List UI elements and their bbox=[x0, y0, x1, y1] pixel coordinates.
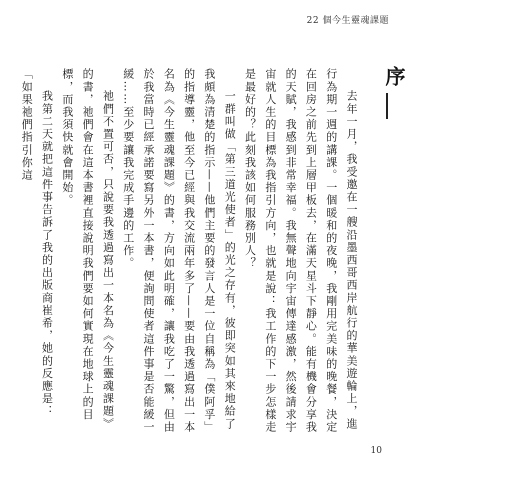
paragraph: 祂們不置可否，只說要我透過寫出一本名為《今生靈魂課題》的書，祂們會在這本書裡直接說明我們要如何實現在地球上的目標，而我須快就會開始。 bbox=[60, 68, 115, 431]
section-heading: 序 bbox=[382, 66, 406, 86]
page-number: 10 bbox=[370, 446, 382, 456]
paragraph: 我第二天就把這件事告訴了我的出版商崔希，她的反應是：「如果祂們指引你這 bbox=[20, 68, 54, 418]
running-header: 22 個今生靈魂課題 bbox=[306, 16, 389, 26]
heading-rule bbox=[386, 93, 388, 119]
body-text bbox=[20, 68, 361, 440]
paragraph: 去年一月，我受邀在一艘沿墨西哥西岸航行的華美遊輪上，進行為期一週的講課。一個暖和的夜晚，我剛用完美味的晚餐，決定在回房之前先到上層甲板去，在滿天星斗下靜心。能有機會分享我的天賦，我感到非常幸福。我無聲地向宇宙傳達感激，然後請求宇宙就人生的目標為我指引方向，也就是說：我工作的下一步怎樣走是最好的？此刻我該如何服務別人？ bbox=[243, 68, 358, 434]
paragraph: 一群叫做「第三道光使者」的光之存有，彼即突如其來地給了我頗為清楚的指示——他們主要的發言人是一位自稱為「僕阿孚」的指導靈，他至今已經與我交流兩年多了——要由我透過寫出一本名為《今生靈魂課題》的書，方向如此明確，讓我吃了一驚，但由於我當時已經承諾要寫另外一本書，便詢問使者這件事是否能緩一緩……至少要讓我完成手邊的工作。 bbox=[121, 68, 237, 434]
